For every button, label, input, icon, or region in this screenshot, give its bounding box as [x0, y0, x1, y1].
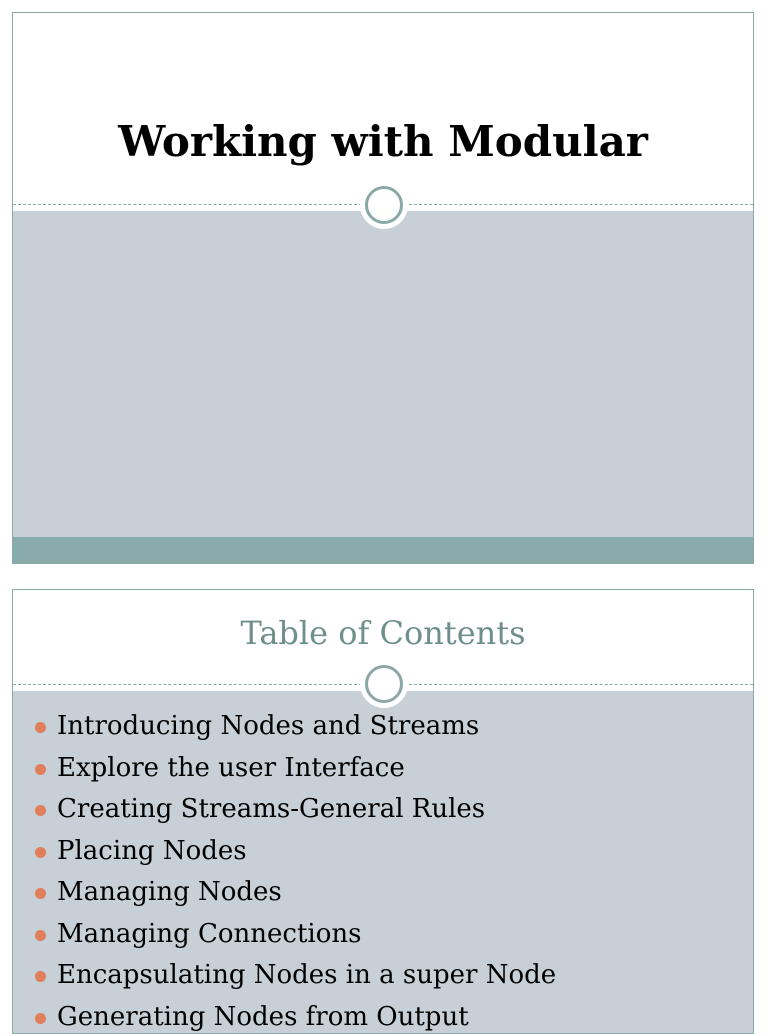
slide-title — [12, 12, 754, 564]
list-item-label: Placing Nodes — [57, 836, 247, 866]
ring-icon — [360, 181, 408, 229]
bullet-dot-icon — [35, 971, 46, 982]
list-item — [35, 706, 556, 748]
list-item-label: Managing Connections — [57, 919, 361, 949]
list-item-label: Generating Nodes from Output — [57, 1002, 469, 1032]
list-item-label: Creating Streams-General Rules — [57, 794, 485, 824]
list-item — [35, 748, 556, 790]
bullet-dot-icon — [35, 805, 46, 816]
bullet-dot-icon — [35, 847, 46, 858]
list-item — [35, 955, 556, 997]
bullet-dot-icon — [35, 722, 46, 733]
toc-title: Table of Contents — [13, 614, 753, 652]
slide-table-of-contents — [12, 589, 754, 1034]
ring-icon — [360, 660, 408, 708]
bullet-dot-icon — [35, 930, 46, 941]
slide-title-text: Working with Modular — [13, 117, 753, 166]
bullet-dot-icon — [35, 1013, 46, 1024]
list-item — [35, 789, 556, 831]
list-item — [35, 997, 556, 1034]
list-item-label: Explore the user Interface — [57, 753, 405, 783]
bullet-dot-icon — [35, 888, 46, 899]
bullet-dot-icon — [35, 764, 46, 775]
list-item — [35, 872, 556, 914]
list-item-label: Encapsulating Nodes in a super Node — [57, 960, 556, 990]
list-item — [35, 914, 556, 956]
footer-band — [13, 537, 753, 563]
slide-body — [13, 211, 753, 537]
list-item-label: Introducing Nodes and Streams — [57, 711, 479, 741]
list-item — [35, 831, 556, 873]
list-item-label: Managing Nodes — [57, 877, 282, 907]
toc-list — [13, 706, 556, 1034]
